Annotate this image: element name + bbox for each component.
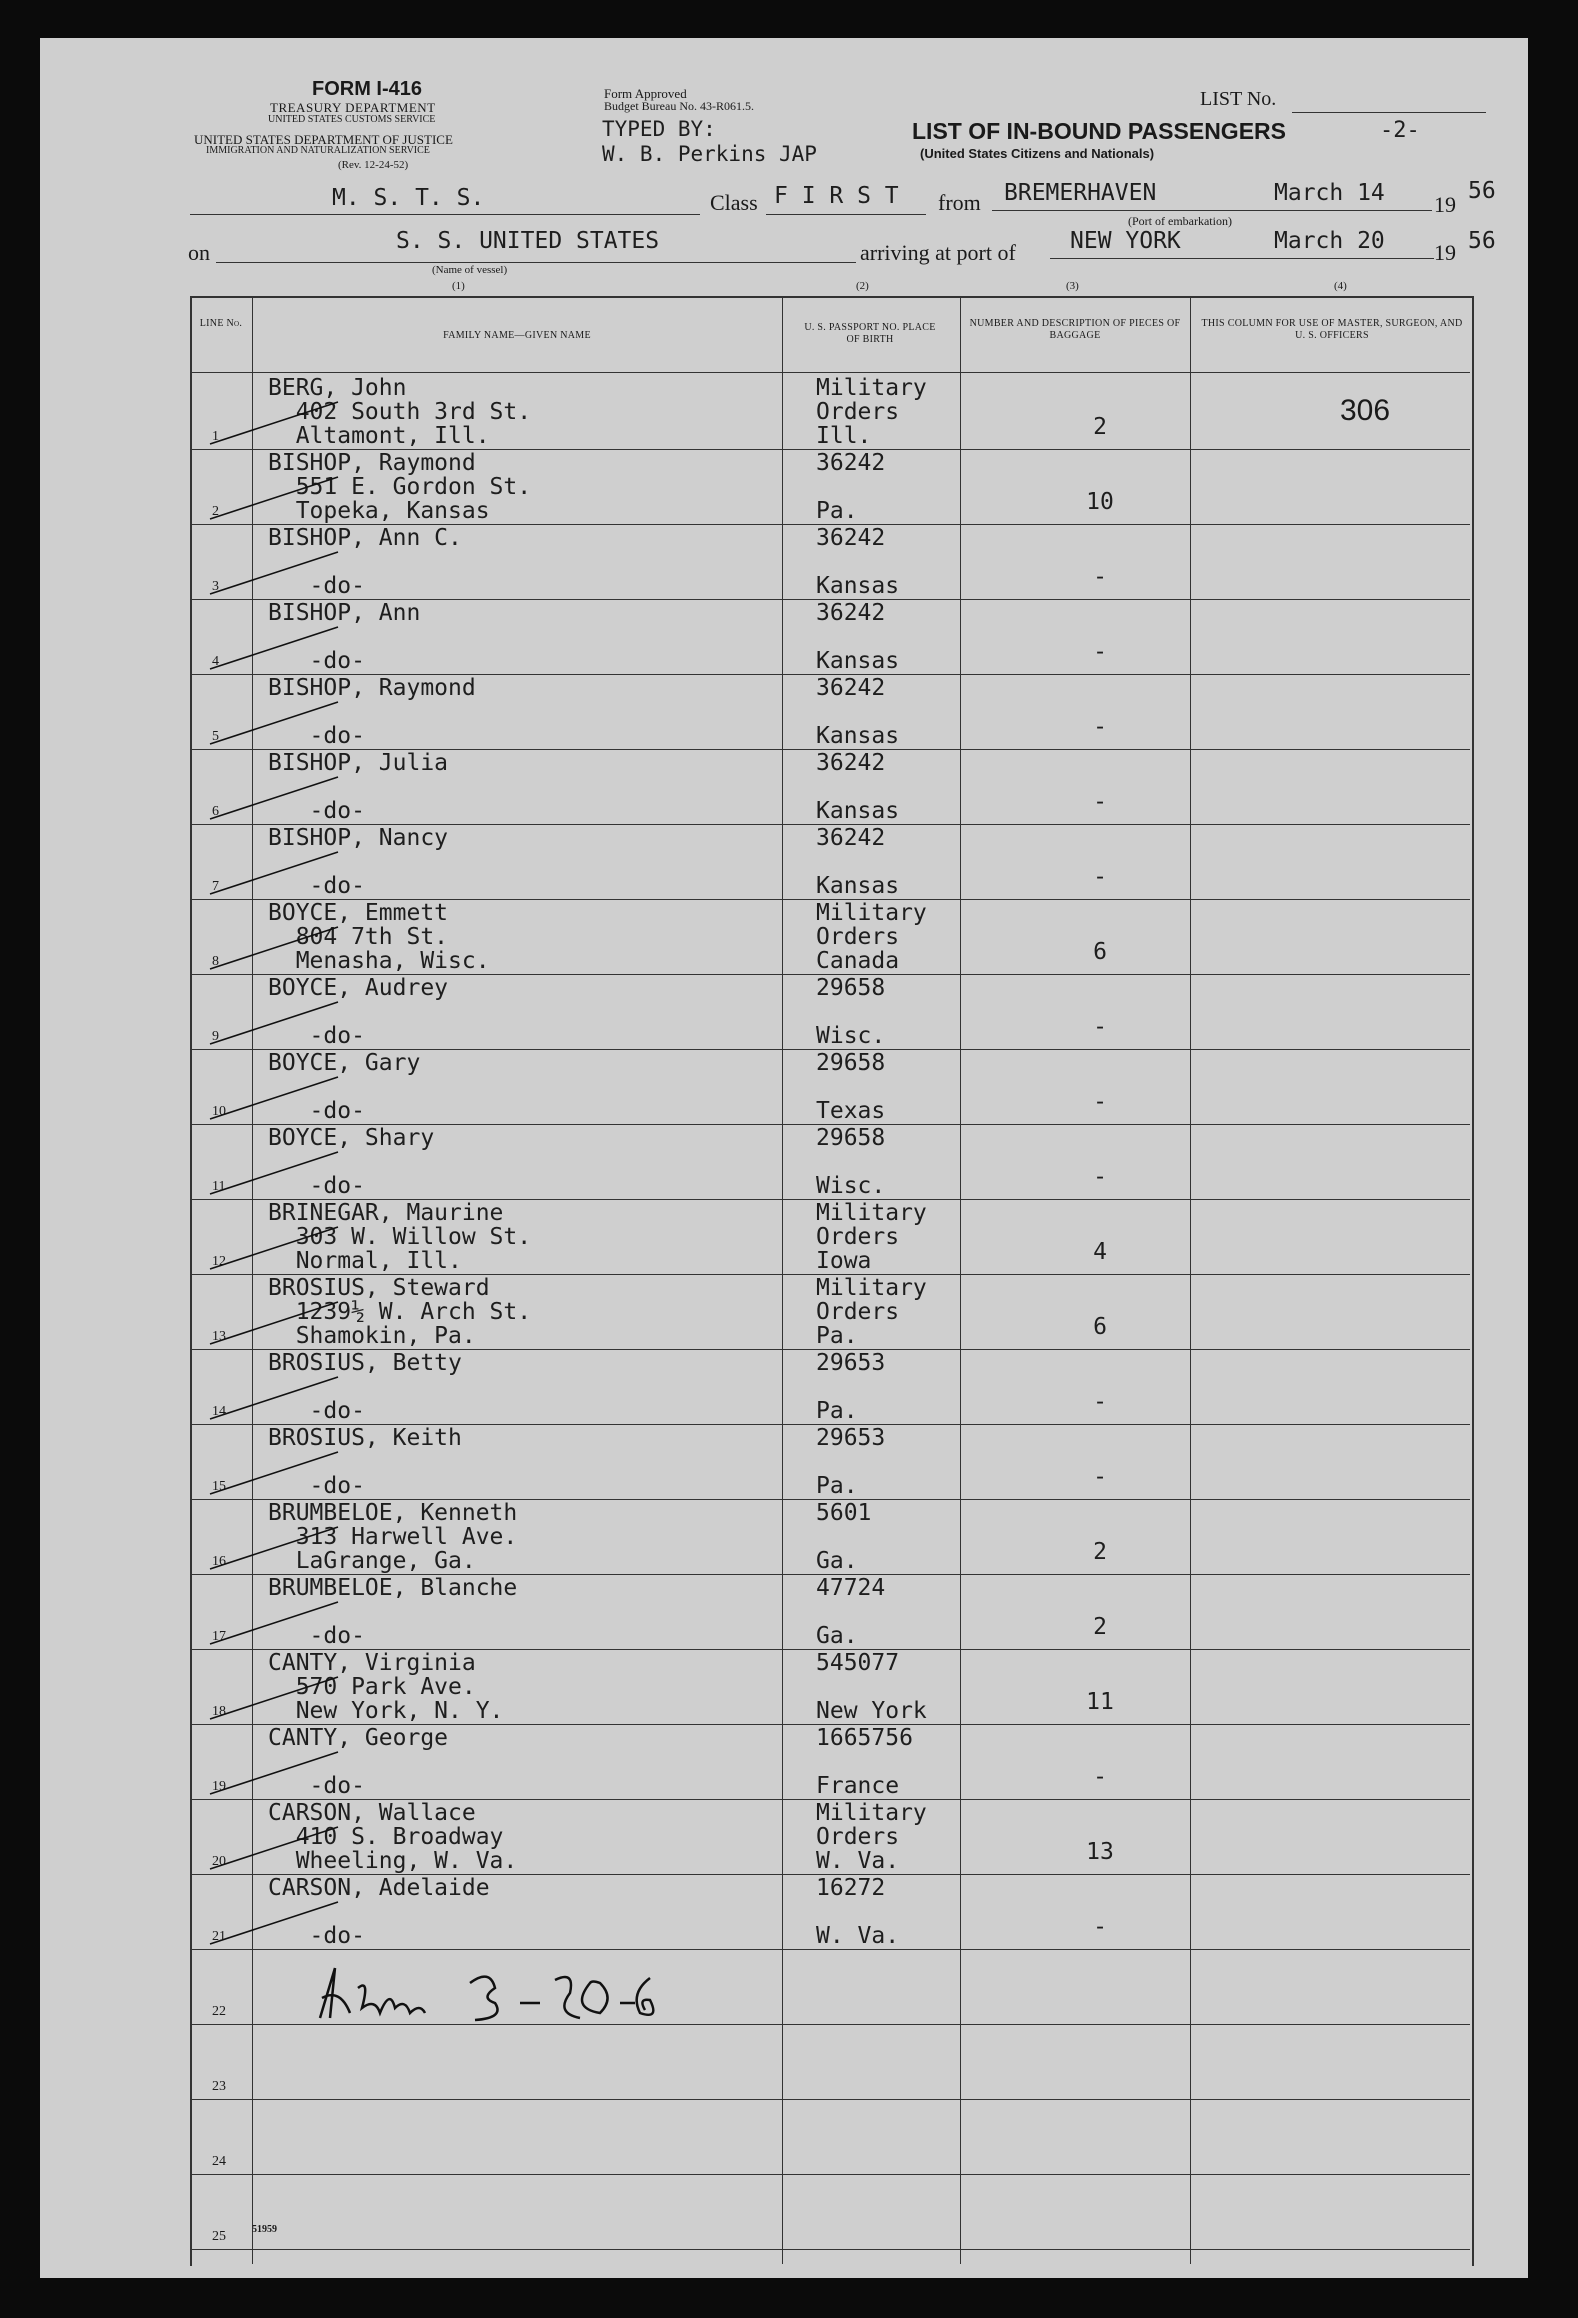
depart-year-prefix: 19 <box>1434 192 1456 217</box>
passport-birthplace <box>816 826 899 898</box>
name-line: -do- <box>268 1023 365 1049</box>
line-number: 9 <box>212 1029 219 1044</box>
line-number: 19 <box>212 1779 226 1794</box>
name-line: BISHOP, Julia <box>268 750 449 776</box>
name-line: CARSON, Wallace <box>268 1800 476 1826</box>
passport-line: Military <box>816 1800 927 1826</box>
name-line: BISHOP, Nancy <box>268 825 449 851</box>
check-mark-icon <box>208 621 348 671</box>
name-line: BISHOP, Ann <box>268 600 421 626</box>
passport-line <box>816 1750 913 1774</box>
check-mark-icon <box>208 1596 348 1646</box>
baggage-count: 10 <box>1086 489 1114 515</box>
name-line: CANTY, Virginia <box>268 1650 476 1676</box>
table-row <box>40 2099 1528 2174</box>
passport-line <box>816 550 899 574</box>
form-subtitle: (United States Citizens and Nationals) <box>920 146 1155 161</box>
arriving-label: arriving at port of <box>860 240 1016 265</box>
name-line: -do- <box>268 1623 365 1649</box>
col4-number: (4) <box>1334 280 1347 292</box>
passport-birthplace <box>816 451 885 523</box>
passport-line: Kansas <box>816 723 900 749</box>
depart-year: 56 <box>1468 178 1496 204</box>
name-line: BROSIUS, Betty <box>268 1350 462 1376</box>
line-number: 20 <box>212 1854 226 1869</box>
name-line: Topeka, Kansas <box>268 498 490 524</box>
name-line: Altamont, Ill. <box>268 423 490 449</box>
name-line: -do- <box>268 723 365 749</box>
passport-line: Orders <box>816 1224 900 1250</box>
passport-line <box>816 625 899 649</box>
name-line: -do- <box>268 1773 365 1799</box>
passport-line <box>816 1900 899 1924</box>
passport-birthplace <box>816 1651 927 1723</box>
vessel-caption: (Name of vessel) <box>432 264 508 276</box>
passport-line: New York <box>816 1698 927 1724</box>
line-number: 2 <box>212 504 219 519</box>
name-line: BRUMBELOE, Kenneth <box>268 1500 518 1526</box>
port-of-arrival: NEW YORK <box>1070 228 1181 254</box>
check-mark-icon <box>208 1821 348 1871</box>
baggage-count: - <box>1093 789 1107 815</box>
line-number: 5 <box>212 729 219 744</box>
check-mark-icon <box>208 1746 348 1796</box>
passport-line <box>816 475 885 499</box>
passport-line: Kansas <box>816 648 900 674</box>
passport-birthplace <box>816 1426 885 1498</box>
form-number: FORM I-416 <box>312 78 423 100</box>
passport-line: Orders <box>816 1299 900 1325</box>
baggage-count: - <box>1093 564 1107 590</box>
col2-number: (2) <box>856 280 869 292</box>
passport-line: 36242 <box>816 600 886 626</box>
name-line: 1239½ W. Arch St. <box>268 1299 532 1325</box>
name-line: -do- <box>268 648 365 674</box>
name-line: 551 E. Gordon St. <box>268 474 532 500</box>
budget-bureau: Budget Bureau No. 43-R061.5. <box>604 99 754 113</box>
passport-line: 36242 <box>816 675 886 701</box>
check-mark-icon <box>208 1521 348 1571</box>
check-mark-icon <box>208 1221 348 1271</box>
col1-number: (1) <box>452 280 465 292</box>
name-line: Menasha, Wisc. <box>268 948 490 974</box>
name-line: Shamokin, Pa. <box>268 1323 476 1349</box>
passport-line: Military <box>816 900 927 926</box>
check-mark-icon <box>208 1146 348 1196</box>
passport-line <box>816 1150 885 1174</box>
check-mark-icon <box>208 696 348 746</box>
passport-line <box>816 1675 927 1699</box>
check-mark-icon <box>208 921 348 971</box>
passport-line: Pa. <box>816 498 858 524</box>
line-number: 14 <box>212 1404 226 1419</box>
line-number: 18 <box>212 1704 226 1719</box>
line-number: 11 <box>212 1179 226 1194</box>
line-number: 21 <box>212 1929 226 1944</box>
passport-line: W. Va. <box>816 1848 900 1874</box>
passport-birthplace <box>816 1801 927 1873</box>
name-line: BISHOP, Raymond <box>268 675 476 701</box>
passport-line: 16272 <box>816 1875 886 1901</box>
passport-line: 36242 <box>816 750 886 776</box>
line-number: 7 <box>212 879 219 894</box>
passport-birthplace <box>816 1276 927 1348</box>
list-no-label: LIST No. <box>1200 88 1277 110</box>
baggage-count: - <box>1093 1389 1107 1415</box>
baggage-count: 2 <box>1093 414 1107 440</box>
line-number: 12 <box>212 1254 226 1269</box>
officer-note: 306 <box>1340 394 1391 427</box>
baggage-count: 2 <box>1093 1539 1107 1565</box>
baggage-count: 6 <box>1093 1314 1107 1340</box>
typed-by-value: W. B. Perkins JAP <box>602 142 817 166</box>
passport-birthplace <box>816 676 899 748</box>
passport-line: Canada <box>816 948 900 974</box>
passport-line: Military <box>816 1200 927 1226</box>
passport-line <box>816 1375 885 1399</box>
passport-birthplace <box>816 1351 885 1423</box>
check-mark-icon <box>208 771 348 821</box>
name-line: -do- <box>268 573 365 599</box>
passport-line: Wisc. <box>816 1023 886 1049</box>
name-line: -do- <box>268 1398 365 1424</box>
arrive-year: 56 <box>1468 228 1496 254</box>
page-number: -2- <box>1380 118 1420 143</box>
col-header-line-no: LINE No. <box>199 318 243 329</box>
name-line: BROSIUS, Steward <box>268 1275 490 1301</box>
on-label: on <box>188 240 210 265</box>
passport-birthplace <box>816 1576 885 1648</box>
line-number: 4 <box>212 654 219 669</box>
justice-dept: UNITED STATES DEPARTMENT OF JUSTICE <box>194 132 453 147</box>
col-header-officers: THIS COLUMN FOR USE OF MASTER, SURGEON, AND U. S. OFFICERS <box>1201 318 1463 341</box>
typed-by-label: TYPED BY: <box>602 117 716 141</box>
passport-birthplace <box>816 376 927 448</box>
depart-date: March 14 <box>1274 180 1385 206</box>
line-number: 25 <box>212 2229 226 2244</box>
line-number: 15 <box>212 1479 226 1494</box>
check-mark-icon <box>208 1671 348 1721</box>
check-mark-icon <box>208 1371 348 1421</box>
line-number: 16 <box>212 1554 226 1569</box>
from-label: from <box>938 190 981 215</box>
baggage-count: 11 <box>1086 1689 1114 1715</box>
passport-line: W. Va. <box>816 1923 900 1949</box>
baggage-count: 6 <box>1093 939 1107 965</box>
name-line: Normal, Ill. <box>268 1248 462 1274</box>
name-line: BOYCE, Emmett <box>268 900 449 926</box>
port-of-embarkation-caption: (Port of embarkation) <box>1128 214 1232 228</box>
col-header-passport: U. S. PASSPORT NO. PLACE OF BIRTH <box>804 322 936 345</box>
arrive-date: March 20 <box>1274 228 1385 254</box>
passport-line: Kansas <box>816 573 900 599</box>
line-number: 22 <box>212 2004 226 2019</box>
passport-line <box>816 1525 871 1549</box>
passenger-list-form <box>40 38 1528 2278</box>
baggage-count: - <box>1093 639 1107 665</box>
passport-line <box>816 850 899 874</box>
name-line: -do- <box>268 1923 365 1949</box>
baggage-count: 4 <box>1093 1239 1107 1265</box>
line-number: 1 <box>212 429 219 444</box>
name-line: 303 W. Willow St. <box>268 1224 532 1250</box>
passport-birthplace <box>816 601 899 673</box>
name-line: -do- <box>268 873 365 899</box>
passport-line <box>816 1450 885 1474</box>
treasury-dept: TREASURY DEPARTMENT <box>270 100 436 115</box>
arrive-year-prefix: 19 <box>1434 240 1456 265</box>
passport-birthplace <box>816 901 927 973</box>
line-number: 6 <box>212 804 219 819</box>
name-line: BRUMBELOE, Blanche <box>268 1575 518 1601</box>
passport-line: 545077 <box>816 1650 900 1676</box>
baggage-count: - <box>1093 1089 1107 1115</box>
passport-line: 5601 <box>816 1500 872 1526</box>
line-number: 17 <box>212 1629 226 1644</box>
name-line: BOYCE, Audrey <box>268 975 449 1001</box>
passport-line: 29658 <box>816 1050 886 1076</box>
name-line: -do- <box>268 1098 365 1124</box>
name-line: CARSON, Adelaide <box>268 1875 490 1901</box>
line-number: 10 <box>212 1104 226 1119</box>
passport-line: 29653 <box>816 1350 886 1376</box>
check-mark-icon <box>208 546 348 596</box>
baggage-count: - <box>1093 864 1107 890</box>
name-line: LaGrange, Ga. <box>268 1548 476 1574</box>
baggage-count: - <box>1093 1164 1107 1190</box>
check-mark-icon <box>208 471 348 521</box>
col-header-name: FAMILY NAME—GIVEN NAME <box>443 330 591 341</box>
line-number: 23 <box>212 2079 226 2094</box>
customs-service: UNITED STATES CUSTOMS SERVICE <box>268 114 436 125</box>
name-line: -do- <box>268 1473 365 1499</box>
passport-birthplace <box>816 1126 885 1198</box>
passport-birthplace <box>816 1501 871 1573</box>
row-rule <box>190 2249 1470 2250</box>
passport-line: Orders <box>816 924 900 950</box>
passport-line: 29658 <box>816 1125 886 1151</box>
passport-birthplace <box>816 1876 899 1948</box>
vessel-name: S. S. UNITED STATES <box>396 228 660 254</box>
table-row <box>40 2024 1528 2099</box>
line-number: 8 <box>212 954 219 969</box>
name-line: -do- <box>268 798 365 824</box>
form-approved: Form Approved <box>604 86 687 101</box>
passport-line: 29653 <box>816 1425 886 1451</box>
passport-birthplace <box>816 526 899 598</box>
name-line: BROSIUS, Keith <box>268 1425 462 1451</box>
passport-line: Pa. <box>816 1398 858 1424</box>
passport-line: Kansas <box>816 798 900 824</box>
line-number: 3 <box>212 579 219 594</box>
passport-line: 47724 <box>816 1575 886 1601</box>
baggage-count: - <box>1093 1914 1107 1940</box>
check-mark-icon <box>208 1296 348 1346</box>
name-line: 402 South 3rd St. <box>268 399 532 425</box>
name-line: CANTY, George <box>268 1725 449 1751</box>
passport-line: Kansas <box>816 873 900 899</box>
name-line: 570 Park Ave. <box>268 1674 476 1700</box>
passport-line: Ill. <box>816 423 872 449</box>
passport-line: 36242 <box>816 525 886 551</box>
name-line: 410 S. Broadway <box>268 1824 504 1850</box>
passport-line: Wisc. <box>816 1173 886 1199</box>
table-row <box>40 2174 1528 2249</box>
line-number: 24 <box>212 2154 226 2169</box>
passport-line: Orders <box>816 399 900 425</box>
passport-line: Ga. <box>816 1623 858 1649</box>
passport-line <box>816 1075 885 1099</box>
passport-line <box>816 775 899 799</box>
passport-birthplace <box>816 976 885 1048</box>
port-of-embarkation: BREMERHAVEN <box>1004 180 1157 206</box>
passport-line: Pa. <box>816 1473 858 1499</box>
baggage-count: - <box>1093 1014 1107 1040</box>
passport-birthplace <box>816 1201 927 1273</box>
passport-line <box>816 700 899 724</box>
class-label: Class <box>710 190 758 215</box>
line-number: 13 <box>212 1329 226 1344</box>
baggage-count: 2 <box>1093 1614 1107 1640</box>
check-mark-icon <box>208 1071 348 1121</box>
name-line: BISHOP, Raymond <box>268 450 476 476</box>
name-line: BERG, John <box>268 375 407 401</box>
passport-birthplace <box>816 1051 885 1123</box>
passport-line: Orders <box>816 1824 900 1850</box>
check-mark-icon <box>208 396 348 446</box>
name-line: 804 7th St. <box>268 924 449 950</box>
name-line: BOYCE, Shary <box>268 1125 435 1151</box>
check-mark-icon <box>208 846 348 896</box>
ins-service: IMMIGRATION AND NATURALIZATION SERVICE <box>206 145 430 156</box>
passport-birthplace <box>816 751 899 823</box>
form-title: LIST OF IN-BOUND PASSENGERS <box>912 118 1286 144</box>
check-mark-icon <box>208 1896 348 1946</box>
passport-line: 36242 <box>816 450 886 476</box>
passport-line <box>816 1600 885 1624</box>
passport-line: 29658 <box>816 975 886 1001</box>
baggage-count: - <box>1093 714 1107 740</box>
class-value: F I R S T <box>774 183 899 209</box>
check-mark-icon <box>208 996 348 1046</box>
baggage-count: - <box>1093 1764 1107 1790</box>
passport-line: Pa. <box>816 1323 858 1349</box>
passport-line: France <box>816 1773 900 1799</box>
col3-number: (3) <box>1066 280 1079 292</box>
baggage-count: - <box>1093 1464 1107 1490</box>
passport-line: Military <box>816 1275 927 1301</box>
name-line: BRINEGAR, Maurine <box>268 1200 504 1226</box>
passport-line: Iowa <box>816 1248 872 1274</box>
passport-line: 36242 <box>816 825 886 851</box>
passport-line: Texas <box>816 1098 886 1124</box>
passport-line: 1665756 <box>816 1725 913 1751</box>
name-line: New York, N. Y. <box>268 1698 504 1724</box>
passport-line: Military <box>816 375 927 401</box>
check-mark-icon <box>208 1446 348 1496</box>
name-line: BISHOP, Ann C. <box>268 525 462 551</box>
name-line: BOYCE, Gary <box>268 1050 421 1076</box>
msts-label: M. S. T. S. <box>332 185 485 211</box>
passport-birthplace <box>816 1726 913 1798</box>
baggage-count: 13 <box>1086 1839 1114 1865</box>
name-line: 313 Harwell Ave. <box>268 1524 518 1550</box>
name-line: -do- <box>268 1173 365 1199</box>
footer-code: 51959 <box>252 2224 277 2235</box>
table-row <box>40 1949 1528 2024</box>
passport-line: Ga. <box>816 1548 858 1574</box>
name-line: Wheeling, W. Va. <box>268 1848 518 1874</box>
col-header-baggage: NUMBER AND DESCRIPTION OF PIECES OF BAGGAGE <box>969 318 1181 341</box>
passport-line <box>816 1000 885 1024</box>
revision-date: (Rev. 12-24-52) <box>338 159 409 171</box>
